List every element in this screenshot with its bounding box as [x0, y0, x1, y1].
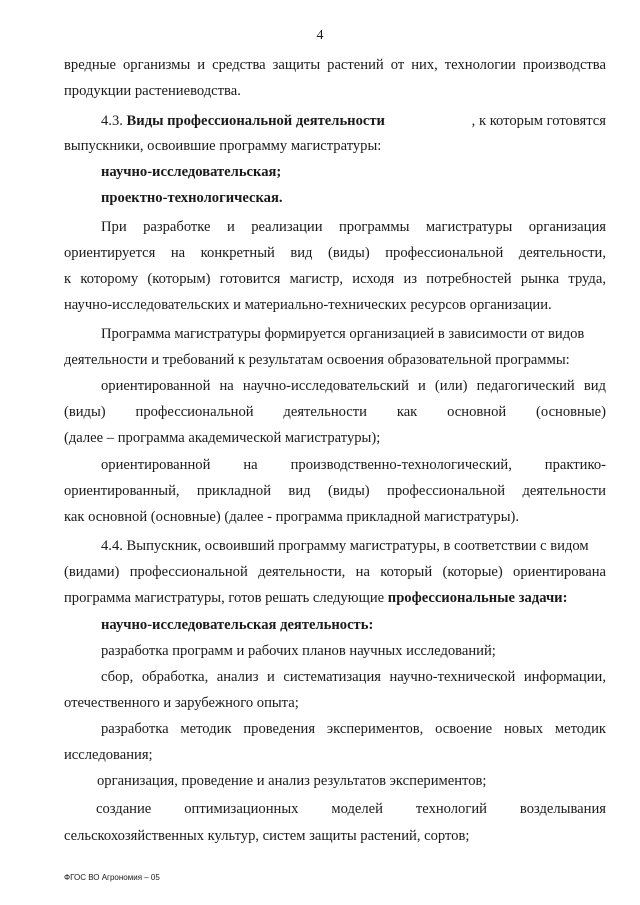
- task-item: создание оптимизационных моделей технологий возделывания: [96, 801, 606, 817]
- text-line: ориентированной на производственно-технологический, практико-: [101, 457, 606, 473]
- text-line: деятельности и требований к результатам освоения образовательной программы:: [64, 352, 570, 368]
- section-title-bold: Виды профессиональной деятельности: [126, 113, 385, 129]
- page-number: 4: [316, 28, 324, 43]
- section-title-rest: , к которым готовятся: [471, 113, 606, 129]
- text-line: отечественного и зарубежного опыта;: [64, 695, 299, 711]
- text-line: ориентированной на научно-исследовательский и (или) педагогический вид: [101, 378, 606, 394]
- task-item: сбор, обработка, анализ и систематизация научно-технической информации,: [101, 669, 606, 685]
- text-line: (далее – программа академической магистратуры);: [64, 430, 381, 446]
- text-line: сельскохозяйственных культур, систем защиты растений, сортов;: [64, 828, 470, 844]
- activity-type: научно-исследовательская;: [101, 164, 282, 180]
- task-item: разработка методик проведения экспериментов, освоение новых методик: [101, 721, 606, 737]
- activity-type: проектно-технологическая.: [101, 190, 283, 206]
- text-line: При разработке и реализации программы магистратуры организация: [101, 219, 606, 235]
- text-line: к которому (которым) готовится магистр, исходя из потребностей рынка труда,: [64, 271, 606, 287]
- text-line: как основной (основные) (далее - программа прикладной магистратуры).: [64, 509, 520, 525]
- section-number: 4.3. Виды профессиональной деятельности: [101, 113, 385, 129]
- footer-label: ФГОС ВО Агрономия – 05: [64, 873, 160, 882]
- text-line: выпускники, освоившие программу магистратуры:: [64, 138, 382, 154]
- text-line: научно-исследовательских и материально-технических ресурсов организации.: [64, 297, 552, 313]
- text-line: 4.4. Выпускник, освоивший программу магистратуры, в соответствии с видом: [101, 538, 589, 554]
- text-line: программа магистратуры, готов решать следующие профессиональные задачи:: [64, 590, 568, 606]
- task-item: организация, проведение и анализ результатов экспериментов;: [97, 773, 487, 789]
- section-4-3-line: [101, 112, 606, 130]
- text-line: Программа магистратуры формируется организацией в зависимости от видов: [101, 326, 585, 342]
- text-line: вредные организмы и средства защиты растений от них, технологии производства: [64, 57, 606, 73]
- activity-heading: научно-исследовательская деятельность:: [101, 617, 374, 633]
- text-line: продукции растениеводства.: [64, 83, 241, 99]
- tasks-bold: профессиональные задачи:: [387, 590, 568, 606]
- task-item: разработка программ и рабочих планов научных исследований;: [101, 643, 496, 659]
- text-line: (виды) профессиональной деятельности как основной (основные): [64, 404, 606, 420]
- text-line: (видами) профессиональной деятельности, на который (которые) ориентирована: [64, 564, 606, 580]
- text-line: ориентируется на конкретный вид (виды) профессиональной деятельности,: [64, 245, 606, 261]
- text-line: исследования;: [64, 747, 153, 763]
- text-line: ориентированный, прикладной вид (виды) профессиональной деятельности: [64, 483, 606, 499]
